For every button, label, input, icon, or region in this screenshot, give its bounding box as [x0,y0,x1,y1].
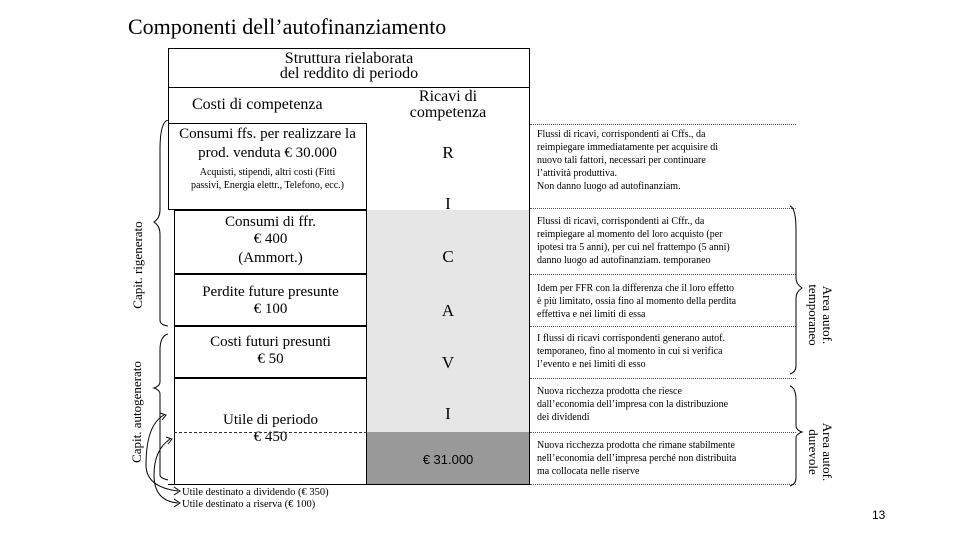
page-number: 13 [872,508,886,522]
notes-separator-1 [530,124,796,125]
revenue-total: € 31.000 [422,452,474,467]
note-line: Idem per FFR con la differenza che il loro effetto [537,283,735,294]
note-line: Non danno luogo ad autofinanziam. [537,181,681,192]
cost-ffr-line2: € 400 [253,231,288,247]
note-line: reimpiegare immediatamente per acquisire di [537,142,719,153]
note-line: Flussi di ricavi, corrispondenti ai Cffs., da [537,129,706,140]
table-right-border [529,88,530,485]
note-line: effettiva e nei limiti di essa [537,309,646,320]
durevole-brace [790,386,802,486]
note-line: nuovo tali fattori, necessari per continuare [537,155,706,166]
costs-left-border [168,88,169,123]
label-area-durevole [804,412,834,492]
cost-perdite-text [174,284,367,318]
note-3 [537,282,792,321]
cost-acquisti-line2: passivi, Energia elettr., Telefono, ecc.) [190,180,345,191]
note-line: I flussi di ricavi corrispondenti generano autof. [537,333,725,344]
note-line: ma collocata nelle riserve [537,466,640,477]
table-header-line1: Struttura rielaborata [284,50,414,67]
notes-separator-3 [530,274,796,275]
utile-split-dash [174,432,367,433]
cost-consumi-line1: Consumi ffs. per realizzare la [179,126,356,142]
cost-ffr-text [174,214,367,267]
label-capit-autogenerato: Capit. autogenerato [129,361,144,463]
arrow-riserva [154,439,178,503]
label-temporaneo-line2: temporaneo [806,284,821,346]
note-2 [537,215,792,267]
label-durevole-line1: Area autof. [820,422,835,482]
cost-ffr-line3: (Ammort.) [238,250,303,266]
note-line: è più limitato, ossia fino al momento della perdita [537,296,737,307]
label-durevole-line2: durevole [806,429,821,475]
note-6 [537,439,792,478]
note-line: ipotesi tra 5 anni), per cui nel frattempo (5 anni) [537,242,730,253]
cost-utile-line2: € 450 [253,429,288,445]
label-temporaneo-line1: Area autof. [820,285,835,345]
notes-separator-2 [530,208,796,209]
cost-consumi-text [168,126,367,162]
notes-separator-5 [530,378,796,379]
note-line: Flussi di ricavi, corrispondenti ai Cffr., da [537,216,705,227]
col-revenues-header [370,88,526,122]
revenue-letter-i: I [445,194,451,213]
cost-utile-text [174,412,367,446]
cost-ffr-line1: Consumi di ffr. [225,214,316,230]
revenue-bottom-border [168,484,530,485]
arrow-dividendo [146,415,178,491]
rigenerato-brace [154,120,168,326]
revenue-letter-i2: I [445,404,451,423]
note-1 [537,128,792,193]
table-header-line2: del reddito di periodo [279,65,419,82]
revenue-letter-a: A [441,301,455,320]
note-line: Nuova ricchezza prodotta che rimane stabilmente [537,440,735,451]
revenue-letter-c: C [442,247,454,266]
col-revenues-line2: competenza [409,104,487,121]
cost-perdite-line2: € 100 [253,301,288,317]
note-5 [537,385,792,424]
cost-acquisti-text [168,166,367,192]
cost-utile-line1: Utile di periodo [223,412,318,428]
col-revenues-line1: Ricavi di [418,88,478,105]
cost-costi-futuri-line2: € 50 [257,351,284,367]
note-line: reimpiegare al momento del loro acquisto (per [537,229,723,240]
note-line: l’evento e nei limiti di esso [537,359,646,370]
cost-perdite-line1: Perdite future presunte [202,284,339,300]
cost-acquisti-line1: Acquisti, stipendi, altri costi (Fitti [199,167,336,178]
note-line: dei dividendi [537,412,590,423]
cost-costi-futuri-line1: Costi futuri presunti [210,334,331,350]
cost-consumi-line2: prod. venduta € 30.000 [198,145,337,161]
note-line: l’attività produttiva. [537,168,617,179]
note-line: Nuova ricchezza prodotta che riesce [537,386,682,397]
revenue-letter-r: R [442,143,454,162]
notes-separator-7 [530,484,796,485]
revenue-fill-light [367,210,529,432]
footnote-dividendo: Utile destinato a dividendo (€ 350) [182,487,329,498]
notes-separator-4 [530,326,796,327]
note-line: dall’economia dell’impresa con la distribuzione [537,399,729,410]
note-line: temporaneo, fino al momento in cui si verifica [537,346,723,357]
cost-costi-futuri-text [174,334,367,368]
note-line: nell’economia dell’impresa perché non distribuita [537,453,737,464]
note-4 [537,332,792,371]
footnote-riserva: Utile destinato a riserva (€ 100) [182,499,316,510]
notes-separator-6 [530,432,796,433]
table-header [168,50,530,83]
revenue-letter-v: V [441,353,455,372]
note-line: danno luogo ad autofinanziam. temporaneo [537,255,711,266]
slide-title: Componenti dell’autofinanziamento [128,14,447,39]
temporaneo-brace [790,206,802,374]
label-capit-rigenerato: Capit. rigenerato [130,221,145,309]
label-area-temporaneo [804,275,834,355]
col-costs-header: Costi di competenza [192,96,323,113]
